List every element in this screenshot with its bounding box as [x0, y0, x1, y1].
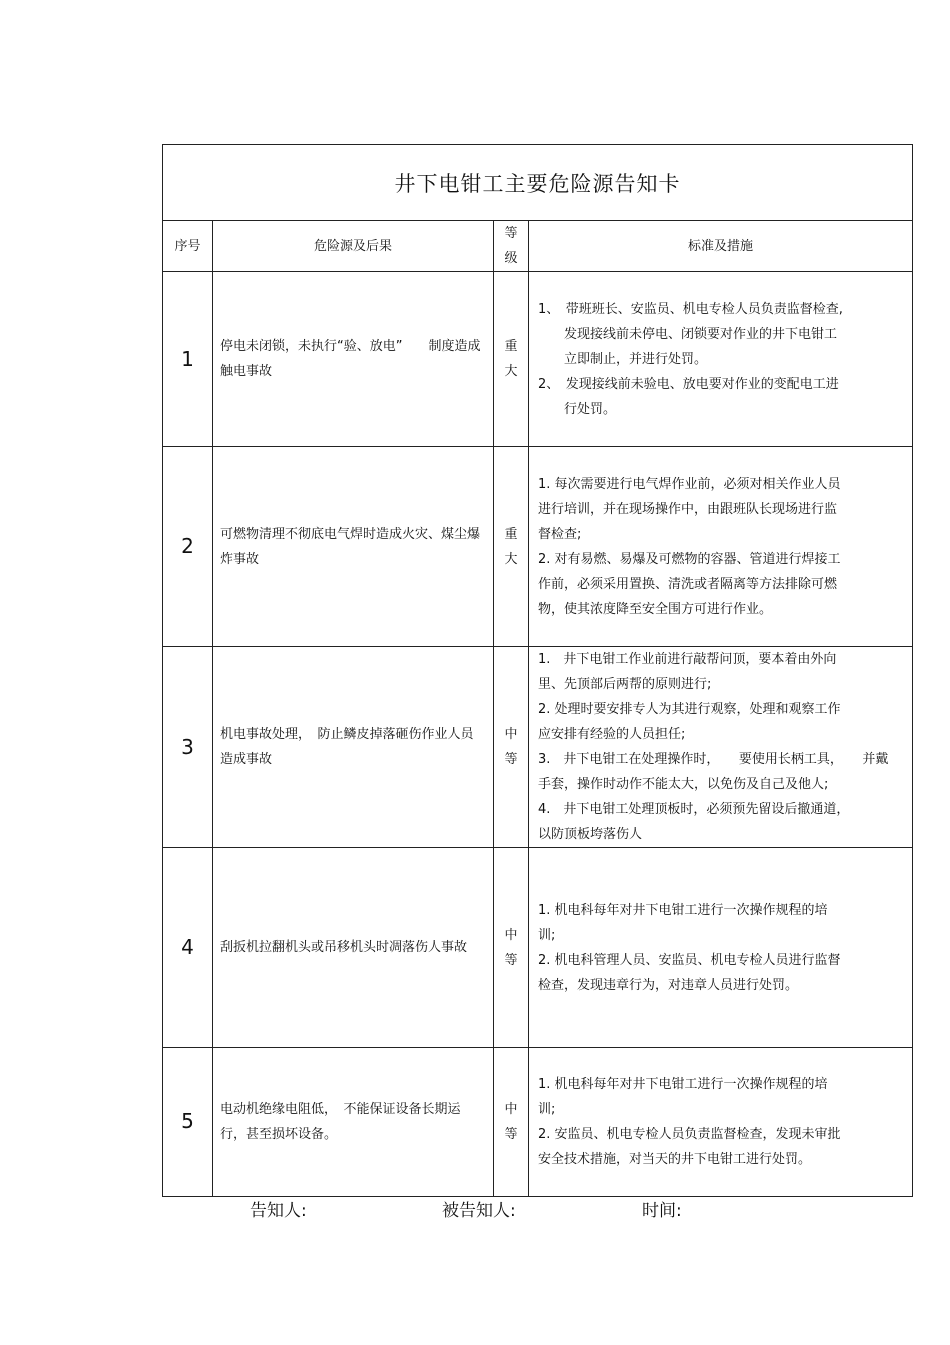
hazard-text: 可燃物清理不彻底电气焊时造成火灾、煤尘爆炸事故 [220, 526, 481, 567]
table-row [163, 848, 912, 1048]
measure-line: 1. 每次需要进行电气焊作业前，必须对相关作业人员 [538, 476, 841, 492]
header-level [494, 221, 529, 272]
table-row [163, 1048, 912, 1196]
hazard-cell [213, 447, 494, 647]
measure-line: 安全技术措施，对当天的井下电钳工进行处罚。 [538, 1151, 812, 1167]
row-number: 1 [163, 272, 213, 447]
measure-line: 物，使其浓度降至安全围方可进行作业。 [538, 601, 773, 617]
row-number: 4 [163, 848, 213, 1048]
measures-cell [529, 848, 913, 1048]
measures-list [529, 472, 912, 622]
measures-cell [529, 1048, 913, 1196]
measure-line: 2. 对有易燃、易爆及可燃物的容器、管道进行焊接工 [538, 551, 841, 567]
hazard-cell [213, 848, 494, 1048]
level-text: 中等 [504, 727, 518, 767]
measure-line: 1、 带班班长、安监员、机电专检人员负责监督检查, [538, 301, 843, 317]
measure-line: 行处罚。 [538, 401, 617, 417]
level-cell [494, 647, 529, 848]
measure-line: 手套，操作时动作不能太大，以免伤及自己及他人; [538, 777, 829, 792]
row-number: 2 [163, 447, 213, 647]
hazard-text: 电动机绝缘电阻低， 不能保证设备长期运行，甚至损坏设备。 [220, 1101, 461, 1142]
measures-cell [529, 272, 913, 447]
measure-line: 应安排有经验的人员担任; [538, 727, 686, 742]
measure-line: 以防顶板垮落伤人 [538, 827, 643, 842]
level-text: 中等 [504, 1101, 518, 1142]
level-cell [494, 848, 529, 1048]
header-hazard: 危险源及后果 [213, 221, 494, 272]
measure-line: 督检查; [538, 526, 582, 542]
header-level-text: 等级 [504, 226, 518, 266]
level-cell [494, 447, 529, 647]
measure-line: 作前，必须采用置换、清洗或者隔离等方法排除可燃 [538, 576, 838, 592]
hazard-table [163, 221, 912, 1196]
notifier-label: 告知人: [250, 1201, 307, 1221]
hazard-cell [213, 647, 494, 848]
measure-line: 检查，发现违章行为，对违章人员进行处罚。 [538, 977, 799, 993]
measure-line: 2、 发现接线前未验电、放电要对作业的变配电工进 [538, 376, 839, 392]
measures-cell [529, 447, 913, 647]
measure-line: 训; [538, 927, 556, 943]
hazard-cell [213, 1048, 494, 1196]
row-number: 3 [163, 647, 213, 848]
level-cell [494, 1048, 529, 1196]
measure-line: 1. 机电科每年对井下电钳工进行一次操作规程的培 [538, 902, 828, 918]
header-no: 序号 [163, 221, 213, 272]
hazard-text: 机电事故处理， 防止鳞皮掉落砸伤作业人员造成事故 [220, 727, 474, 767]
table-row [163, 447, 912, 647]
level-text: 中等 [504, 927, 518, 968]
measure-line: 4. 井下电钳工处理顶板时，必须预先留设后撤通道， [538, 802, 850, 817]
signature-footer [0, 1196, 950, 1222]
measure-line: 发现接线前未停电、闭锁要对作业的井下电钳工 [538, 326, 838, 342]
level-cell [494, 272, 529, 447]
hazard-cell [213, 272, 494, 447]
header-measures: 标准及措施 [529, 221, 913, 272]
level-text: 重大 [504, 526, 518, 567]
measure-line: 进行培训，并在现场操作中，由跟班队长现场进行监 [538, 501, 838, 517]
table-header-row [163, 221, 912, 272]
measures-list [529, 647, 912, 847]
hazard-text: 停电未闭锁，未执行“验、放电” 制度造成触电事故 [220, 339, 481, 379]
measure-line: 2. 处理时要安排专人为其进行观察，处理和观察工作 [538, 702, 841, 717]
measures-list [529, 1072, 912, 1172]
measures-cell [529, 647, 913, 848]
measures-list [529, 898, 912, 998]
time-label: 时间: [642, 1201, 682, 1221]
measure-line: 里、先顶部后两帮的原则进行; [538, 677, 712, 692]
hazard-text: 刮扳机拉翻机头或吊移机头时凋落伤人事故 [220, 940, 468, 955]
table-row [163, 647, 912, 848]
table-row [163, 272, 912, 447]
measure-line: 训; [538, 1101, 556, 1117]
measure-line: 3. 井下电钳工在处理操作时， 要使用长柄工具， 并戴 [538, 752, 889, 767]
level-text: 重大 [504, 339, 518, 379]
measure-line: 2. 机电科管理人员、安监员、机电专检人员进行监督 [538, 952, 841, 968]
measure-line: 2. 安监员、机电专检人员负责监督检查，发现未审批 [538, 1126, 841, 1142]
measure-line: 立即制止，并进行处罚。 [538, 351, 708, 367]
notified-label: 被告知人: [442, 1201, 516, 1221]
card-title: 井下电钳工主要危险源告知卡 [163, 145, 912, 221]
measures-list [529, 297, 912, 422]
hazard-notice-card [162, 144, 913, 1197]
measure-line: 1. 机电科每年对井下电钳工进行一次操作规程的培 [538, 1076, 828, 1092]
measure-line: 1. 井下电钳工作业前进行敲帮问顶，要本着由外向 [538, 652, 837, 667]
row-number: 5 [163, 1048, 213, 1196]
